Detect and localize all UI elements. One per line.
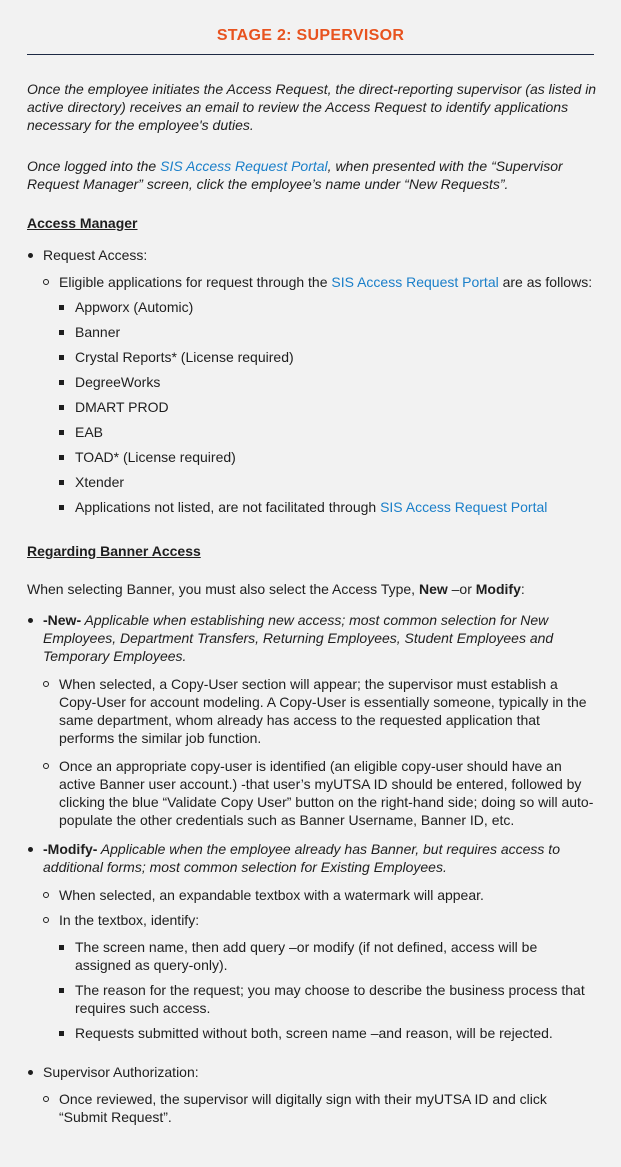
application-item: [27, 448, 597, 466]
modify-keyword: Modify: [475, 581, 521, 597]
stage-title: STAGE 2: SUPERVISOR: [216, 27, 405, 44]
banner-access-heading: Regarding Banner Access: [27, 543, 201, 559]
application-item: [27, 298, 597, 316]
list-item: [27, 675, 597, 747]
bullet-icon: [28, 253, 33, 258]
list-item: [27, 498, 597, 516]
validate-copy-user-text: Once an appropriate copy-user is identified (an eligible copy-user should have an active Banner user account.) -that user’s myUTSA ID should be entered, followed by clicking the blue “Validate Copy User” button on the right-hand side; doing so will auto-populate the other credentials such as Banner Username, Banner ID, etc.: [59, 758, 594, 828]
text: The screen name, then add query –or modify (if not defined, access will be assigned as query-only).: [75, 939, 538, 973]
copy-user-text: When selected, a Copy-User section will appear; the supervisor must establish a Copy-User for account modeling. A Copy-User is essentially someone, typically in the same department, whom already has access to the requested application that performs the similar job function.: [59, 676, 587, 746]
text: Requests submitted without both, screen name –and reason, will be rejected.: [75, 1025, 553, 1041]
new-keyword: New: [418, 581, 448, 597]
bullet-icon: [28, 1070, 33, 1075]
intro-paragraph: Once the employee initiates the Access Request, the direct-reporting supervisor (as listed in active directory) receives an email to review the Access Request to identify applications necessary for the employee's duties.: [27, 81, 597, 133]
text: In the textbox, identify:: [59, 912, 200, 928]
text: When selected, an expandable textbox with a watermark will appear.: [59, 887, 484, 903]
list-item: [27, 611, 597, 665]
bullet-icon: [43, 763, 49, 769]
bullet-icon: [59, 430, 64, 435]
request-access-label: Request Access:: [43, 247, 148, 263]
application-item: [27, 373, 597, 391]
text: Applications not listed, are not facilitated through: [75, 499, 381, 515]
list-item: [27, 981, 597, 1017]
bullet-icon: [59, 355, 64, 360]
text: are as follows:: [498, 274, 593, 290]
bullet-icon: [59, 988, 64, 993]
new-label: -New-: [43, 612, 82, 628]
application-item: [27, 473, 597, 491]
text: Eligible applications for request through the: [59, 274, 332, 290]
application-item: [27, 423, 597, 441]
modify-label: -Modify-: [43, 841, 98, 857]
list-item: [27, 273, 597, 291]
bullet-icon: [59, 480, 64, 485]
bullet-icon: [28, 847, 33, 852]
sis-portal-link[interactable]: SIS Access Request Portal: [380, 499, 548, 515]
list-item: [27, 246, 597, 264]
application-name: Crystal Reports* (License required): [75, 349, 294, 365]
modify-access-section: [27, 840, 597, 1042]
authorization-section: [27, 1063, 597, 1126]
title-divider: [27, 54, 594, 55]
bullet-icon: [59, 305, 64, 310]
sis-portal-link[interactable]: SIS Access Request Portal: [331, 274, 499, 290]
submit-request-text: Once reviewed, the supervisor will digitally sign with their myUTSA ID and click “Submit Request”.: [59, 1091, 547, 1125]
application-name: EAB: [75, 424, 104, 440]
authorization-label: Supervisor Authorization:: [43, 1064, 199, 1080]
bullet-icon: [43, 1096, 49, 1102]
application-name: Xtender: [75, 474, 125, 490]
application-item: [27, 323, 597, 341]
new-access-section: [27, 611, 597, 829]
portal-login-paragraph: [27, 157, 597, 193]
list-item: [27, 886, 597, 904]
new-description: Applicable when establishing new access; most common selection for New Employees, Department Transfers, Returning Employees, Student Employees and Temporary Employees.: [43, 612, 554, 664]
list-item: [27, 1063, 597, 1081]
bullet-icon: [43, 279, 49, 285]
application-list: [27, 298, 597, 491]
list-item: [27, 1090, 597, 1126]
text: When selecting Banner, you must also select the Access Type,: [27, 581, 419, 597]
text: –or: [447, 581, 476, 597]
text: Once logged into the: [27, 158, 161, 174]
bullet-icon: [59, 330, 64, 335]
bullet-icon: [59, 1031, 64, 1036]
list-item: [27, 1024, 597, 1042]
bullet-icon: [43, 681, 49, 687]
access-manager-heading: Access Manager: [27, 215, 138, 231]
list-item: [27, 911, 597, 929]
bullet-icon: [59, 455, 64, 460]
bullet-icon: [59, 380, 64, 385]
list-item: [27, 757, 597, 829]
bullet-icon: [59, 505, 64, 510]
application-name: TOAD* (License required): [75, 449, 236, 465]
bullet-icon: [43, 892, 49, 898]
application-name: Appworx (Automic): [75, 299, 194, 315]
application-name: DegreeWorks: [75, 374, 161, 390]
sis-portal-link[interactable]: SIS Access Request Portal: [160, 158, 328, 174]
bullet-icon: [59, 945, 64, 950]
list-item: [27, 938, 597, 974]
access-manager-list: [27, 246, 597, 516]
application-name: Banner: [75, 324, 121, 340]
bullet-icon: [43, 917, 49, 923]
application-item: [27, 398, 597, 416]
application-item: [27, 348, 597, 366]
list-item: [27, 840, 597, 876]
text: The reason for the request; you may choose to describe the business process that requires such access.: [75, 982, 585, 1016]
banner-access-intro: [27, 580, 597, 598]
application-name: DMART PROD: [75, 399, 169, 415]
modify-description: Applicable when the employee already has Banner, but requires access to additional forms; most common selection for Existing Employees.: [43, 841, 560, 875]
text: , when presented with the “Supervisor Request Manager” screen, click the employee’s name under “New Requests”.: [27, 158, 563, 192]
bullet-icon: [59, 405, 64, 410]
text: :: [520, 581, 525, 597]
bullet-icon: [28, 618, 33, 623]
